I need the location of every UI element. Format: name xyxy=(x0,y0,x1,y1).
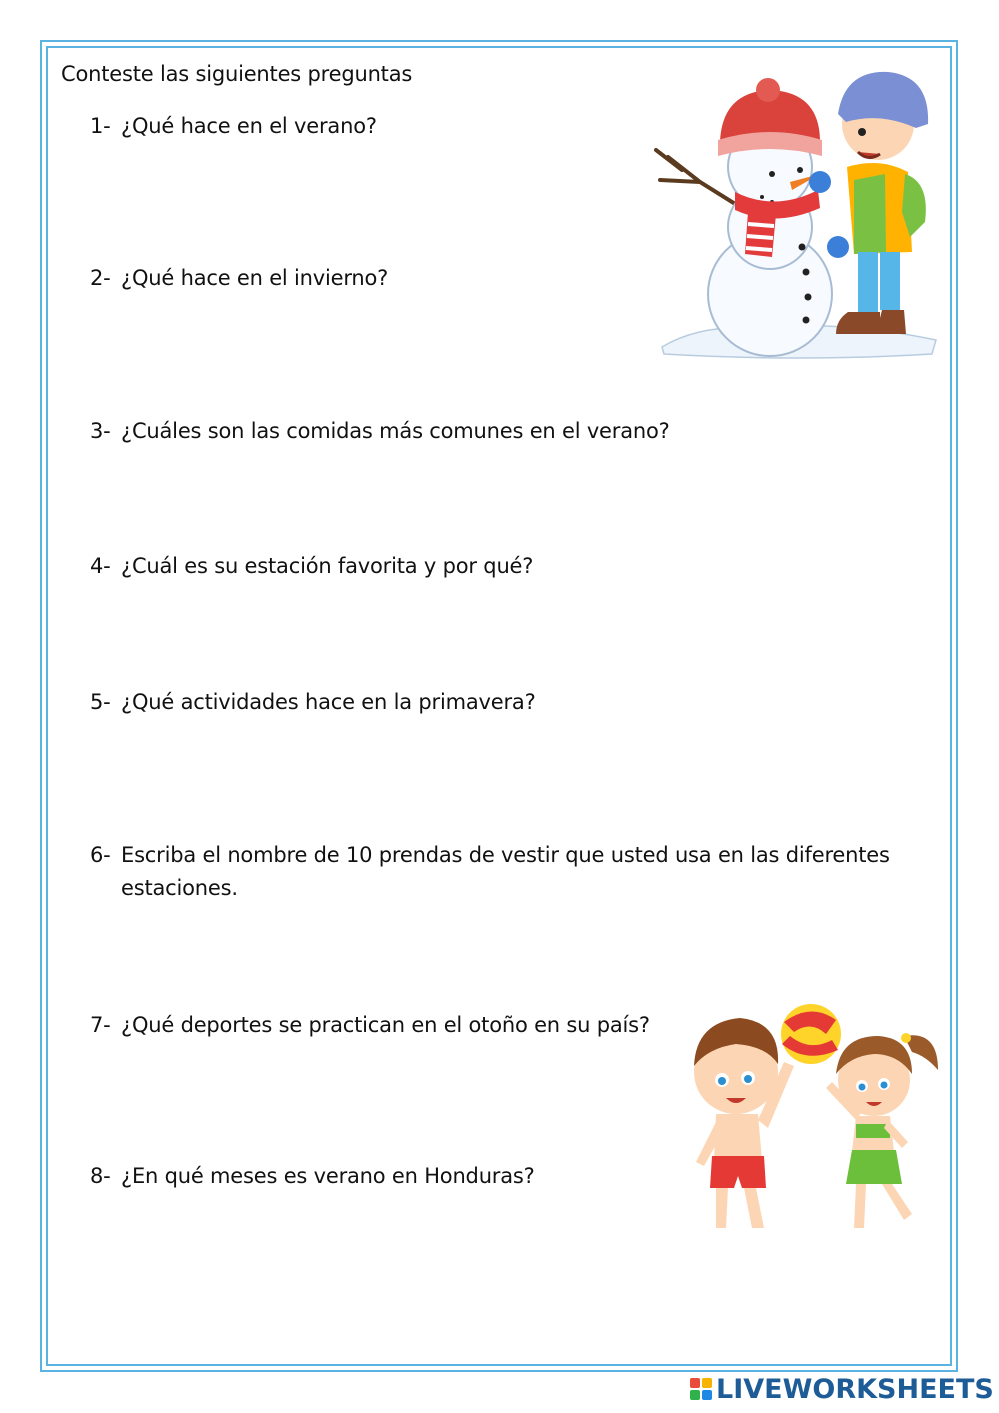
liveworksheets-logo-icon xyxy=(690,1378,712,1400)
question-number: 3- xyxy=(90,419,111,443)
question-number: 4- xyxy=(90,554,111,578)
question-4 xyxy=(90,550,930,583)
question-6 xyxy=(90,839,930,905)
question-text: ¿Qué actividades hace en la primavera? xyxy=(121,690,536,714)
question-number: 8- xyxy=(90,1164,111,1188)
question-number: 5- xyxy=(90,690,111,714)
snowman-and-child-illustration xyxy=(640,62,940,360)
brand-name: LIVEWORKSHEETS xyxy=(716,1373,994,1405)
question-3 xyxy=(90,415,930,448)
question-number: 2- xyxy=(90,266,111,290)
question-text: ¿Qué hace en el verano? xyxy=(121,114,377,138)
brand-footer xyxy=(690,1372,994,1406)
question-number: 6- xyxy=(90,843,111,867)
children-playing-beach-ball-illustration xyxy=(676,992,944,1242)
question-number: 7- xyxy=(90,1013,111,1037)
question-text: Escriba el nombre de 10 prendas de vestir que usted usa en las diferentes xyxy=(121,843,890,867)
question-text: ¿En qué meses es verano en Honduras? xyxy=(121,1164,535,1188)
question-5 xyxy=(90,686,930,719)
question-text: ¿Cuál es su estación favorita y por qué? xyxy=(121,554,534,578)
question-text: ¿Qué hace en el invierno? xyxy=(121,266,389,290)
question-text: ¿Cuáles son las comidas más comunes en el verano? xyxy=(121,419,670,443)
question-text-continuation: estaciones. xyxy=(121,876,238,900)
question-text: ¿Qué deportes se practican en el otoño en su país? xyxy=(121,1013,650,1037)
worksheet-heading: Conteste las siguientes preguntas xyxy=(61,62,413,86)
question-number: 1- xyxy=(90,114,111,138)
